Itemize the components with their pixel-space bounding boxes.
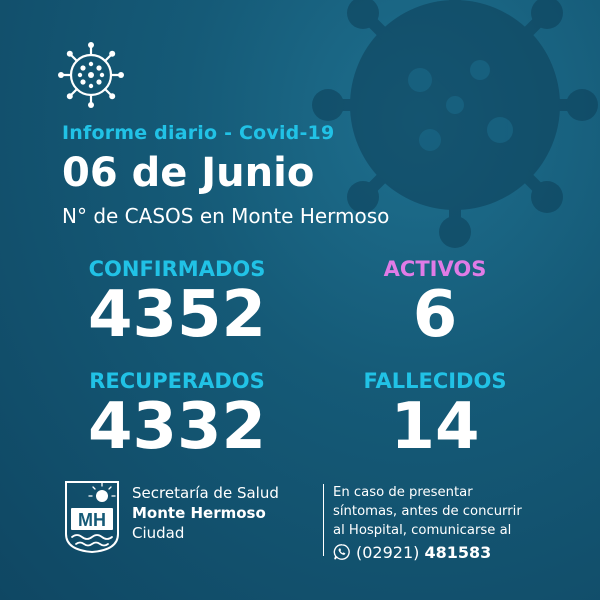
phone-number: 481583 [424,542,492,562]
org-line-3: Ciudad [132,524,185,542]
report-subtitle: Informe diario - Covid-19 [62,122,335,144]
whatsapp-icon [333,543,351,561]
stat-label: CONFIRMADOS [88,257,266,281]
org-line-2: Monte Hermoso [132,504,266,522]
header [62,120,582,230]
cases-heading: N° de CASOS en Monte Hermoso [62,204,390,228]
phone-number-row[interactable] [333,541,573,563]
phone-text [356,543,491,562]
report-date: 06 de Junio [62,150,315,196]
virus-icon [56,40,126,110]
phone-prefix: (02921) [356,542,425,562]
municipality-logo [62,478,122,554]
stat-label: ACTIVOS [383,257,487,281]
info-line-3: al Hospital, comunicarse al [333,523,512,538]
stat-value: 4352 [87,278,267,352]
footer-divider [323,484,324,556]
organization-name [132,483,317,543]
stat-value: 6 [412,278,458,352]
stat-fallecidos [340,368,530,464]
stat-recuperados [62,368,292,464]
logo-letters: MH [78,510,106,530]
stat-label: RECUPERADOS [89,369,265,393]
contact-info [333,483,573,563]
stat-label: FALLECIDOS [363,369,507,393]
info-line-1: En caso de presentar [333,485,473,500]
stat-activos [340,256,530,352]
stat-value: 14 [390,390,480,464]
info-line-2: síntomas, antes de concurrir [333,504,522,519]
org-line-1: Secretaría de Salud [132,484,279,502]
stat-confirmados [62,256,292,352]
stat-value: 4332 [87,390,267,464]
